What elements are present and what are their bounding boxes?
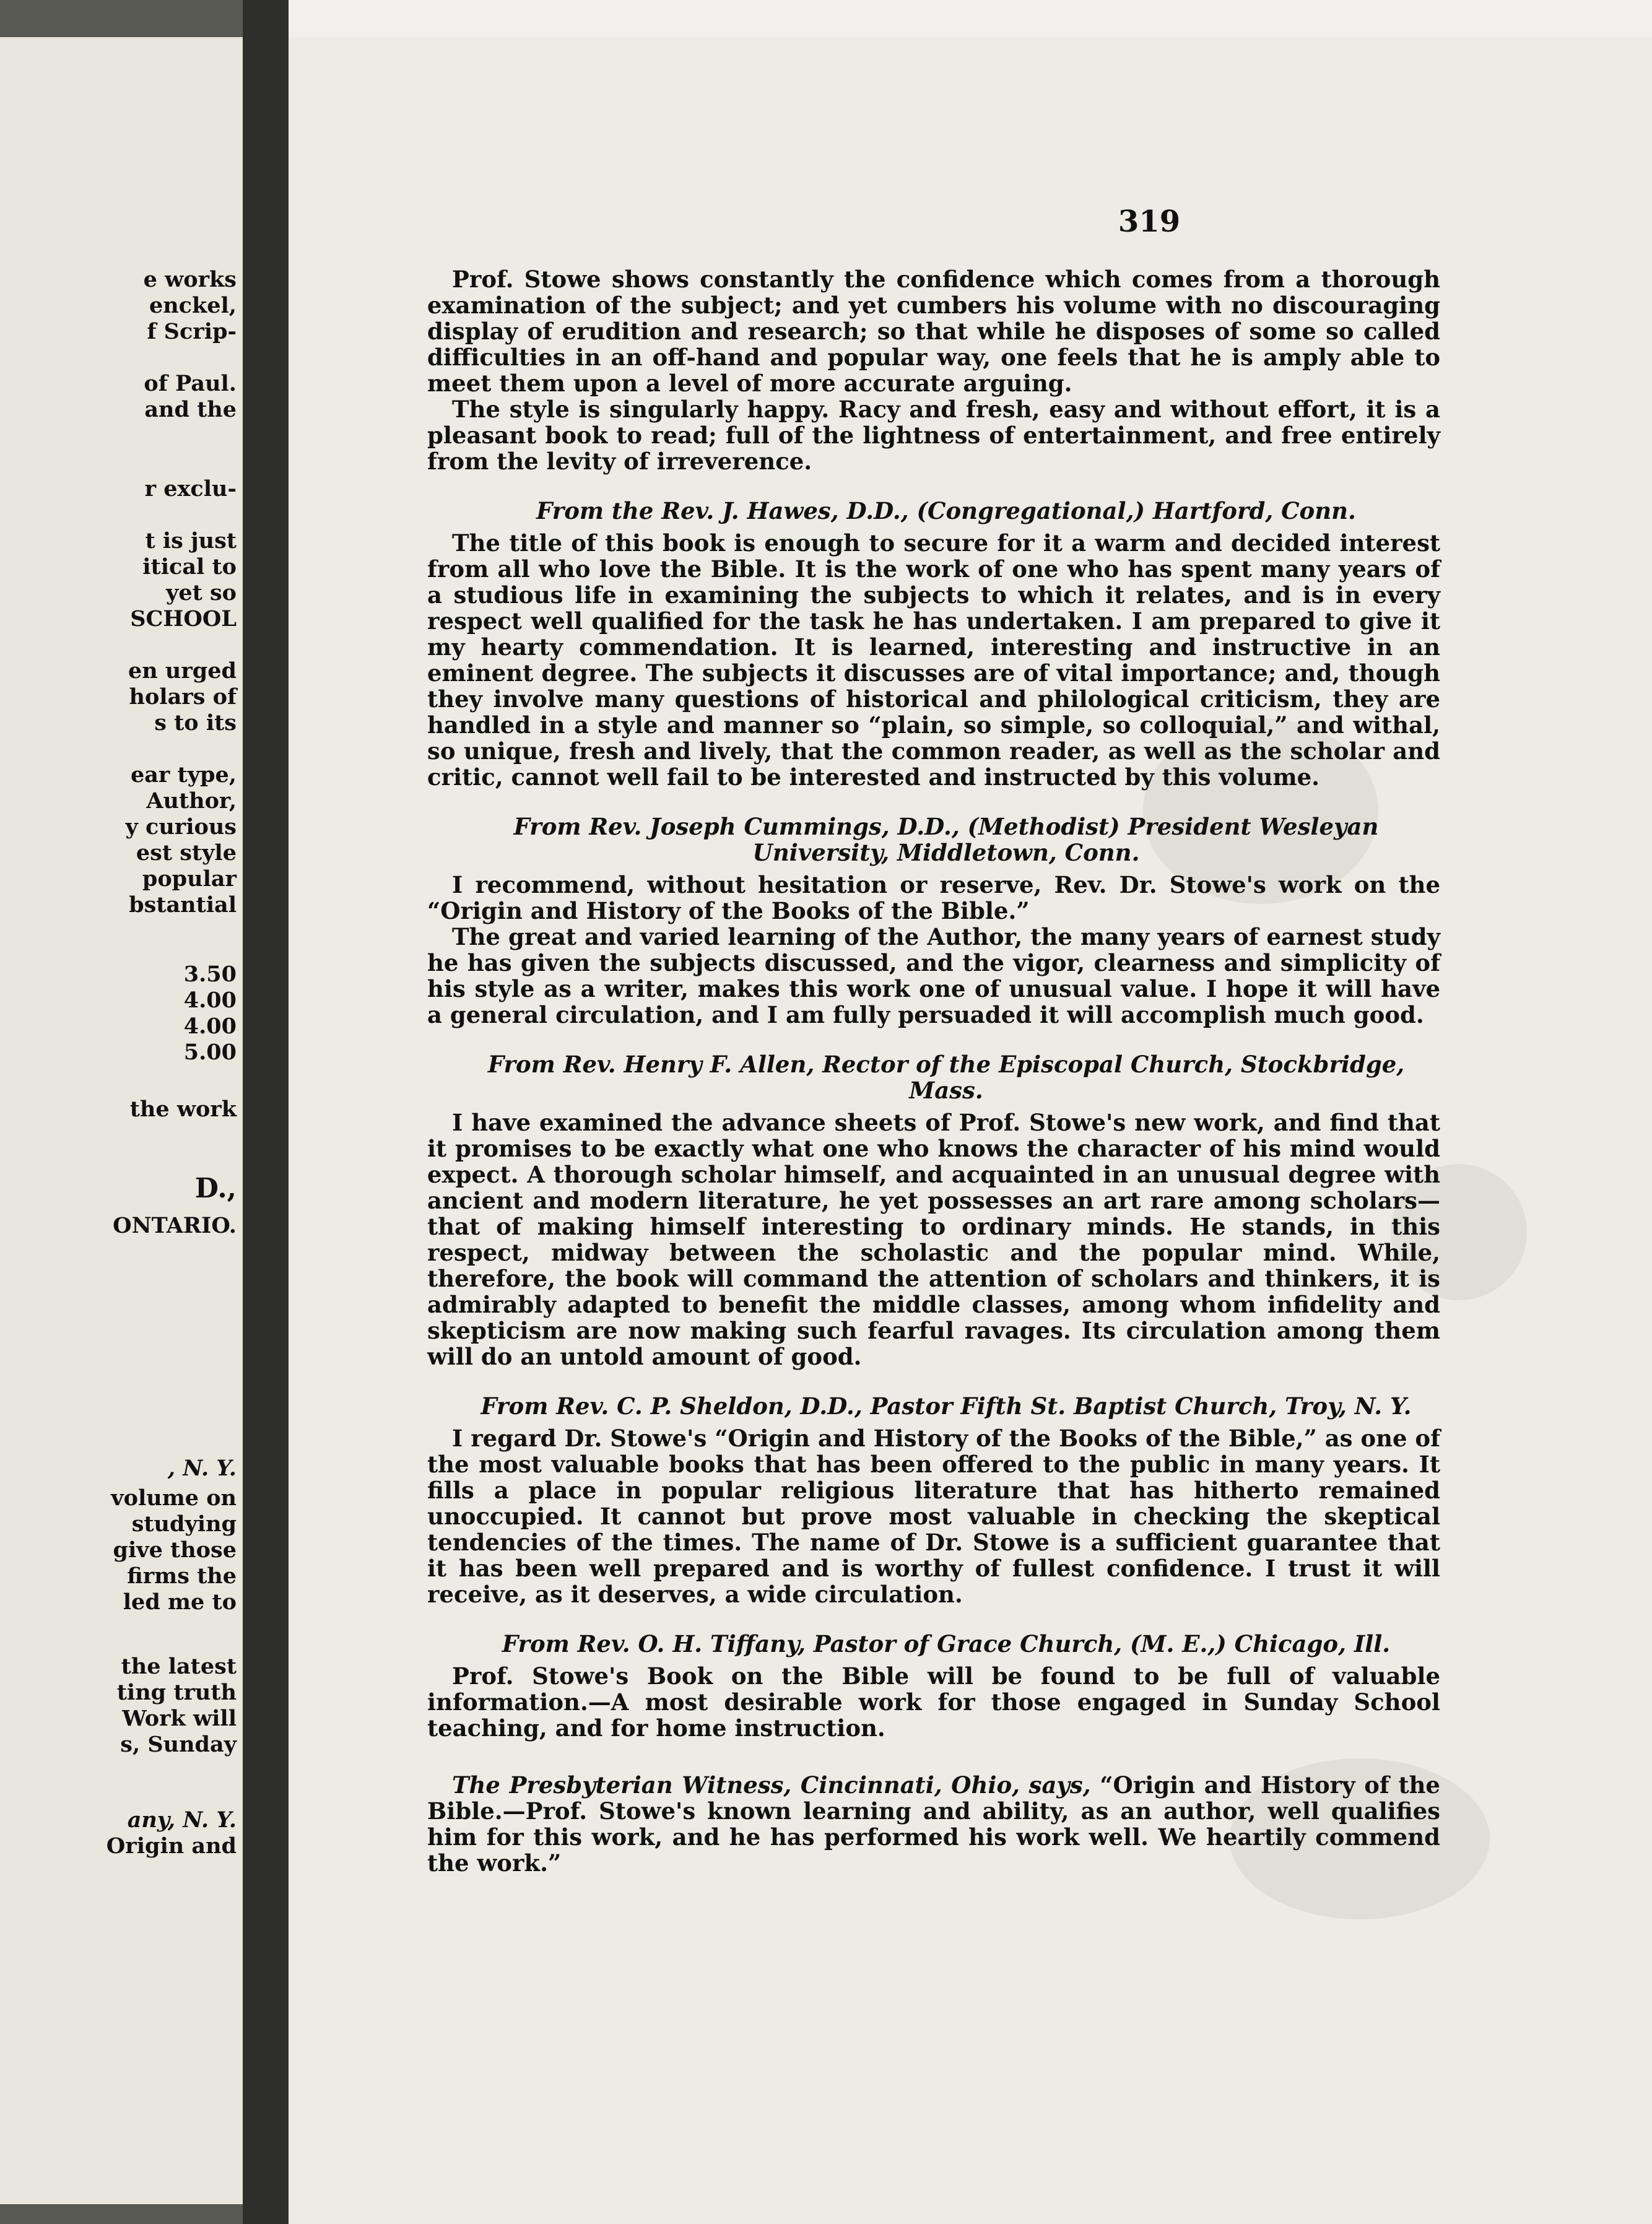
closing-testimonial (427, 1772, 1440, 1876)
left-page-line: Work will (122, 1706, 237, 1731)
left-page-line: e works (143, 267, 237, 292)
left-page-line: any, N. Y. (127, 1807, 237, 1833)
testimonial-heading: From Rev. C. P. Sheldon, D.D., Pastor Fifth St. Baptist Church, Troy, N. Y. (480, 1392, 1412, 1420)
left-facing-page (0, 37, 243, 2204)
closing-text: “Origin and History of the Bible.—Prof. Stowe's known learning and ability, as an author, well qualifies him for this work, and he has performed his work well. We heartily commend the work.” (427, 1771, 1440, 1877)
left-page-line: give those (113, 1537, 237, 1563)
left-page-line: s, Sunday (120, 1732, 237, 1757)
left-page-line: D., (194, 1173, 237, 1204)
left-page-line: en urged (128, 658, 237, 684)
right-page (289, 37, 1652, 2224)
page-number: 319 (1118, 204, 1181, 239)
testimonial-heading: From Rev. O. H. Tiffany, Pastor of Grace Church, (M. E.,) Chicago, Ill. (502, 1630, 1391, 1657)
left-page-line: popular (142, 866, 237, 892)
testimonial-heading: From Rev. Henry F. Allen, Rector of the Episcopal Church, Stockbridge, Mass. (487, 1051, 1405, 1104)
left-page-line: bstantial (129, 892, 237, 918)
left-page-line: led me to (123, 1589, 237, 1615)
left-page-line: Origin and (106, 1833, 237, 1859)
page-top-edge (289, 0, 1652, 37)
left-page-line: ear type, (130, 762, 237, 788)
left-page-line: enckel, (149, 293, 237, 318)
left-page-line: y curious (125, 814, 237, 840)
left-page-line: ting truth (116, 1680, 237, 1705)
page-body (427, 266, 1440, 1876)
testimonial-text: I recommend, without hesitation or reserve, Rev. Dr. Stowe's work on the “Origin and History of the Books of the Bible.” (427, 871, 1440, 924)
left-page-line: s to its (154, 710, 237, 736)
opening-paragraph: The style is singularly happy. Racy and fresh, easy and without effort, it is a pleasant book to read; full of the lightness of entertainment, and free entirely from the levity of irreverence. (427, 396, 1440, 475)
left-page-line: f Scrip- (147, 319, 237, 344)
left-page-line: holars of (129, 684, 237, 710)
left-page-line: Author, (146, 788, 237, 814)
left-page-line: of Paul. (144, 371, 237, 396)
testimonial-text: The title of this book is enough to secure for it a warm and decided interest from all who love the Bible. It is the work of one who has spent many years of a studious life in examining the subjects to which it relates, and is in every respect well qualified for the task he has undertaken. I am prepared to give it my hearty commendation. It is learned, interesting and instructive in an eminent degree. The subjects it discusses are of vital importance; and, though they involve many questions of historical and philological criticism, they are handled in a style and manner so “plain, so simple, so colloquial,” and withal, so unique, fresh and lively, that the common reader, as well as the scholar and critic, cannot well fail to be interested and instructed by this volume. (427, 529, 1440, 791)
testimonial-heading: From the Rev. J. Hawes, D.D., (Congregational,) Hartford, Conn. (536, 497, 1356, 524)
testimonial-text: I have examined the advance sheets of Prof. Stowe's new work, and find that it promises to be exactly what one who knows the character of his mind would expect. A thorough scholar himself, and acquainted in an unusual degree with ancient and modern literature, he yet possesses an art rare among scholars—that of making himself interesting to ordinary minds. He stands, in this respect, midway between the scholastic and the popular mind. While, therefore, the book will command the attention of scholars and thinkers, it is admirably adapted to benefit the middle classes, among whom infidelity and skepticism are now making such fearful ravages. Its circulation among them will do an untold amount of good. (427, 1109, 1440, 1370)
left-page-line: firms the (127, 1563, 237, 1589)
left-page-line: studying (131, 1511, 237, 1537)
testimonial-text: Prof. Stowe's Book on the Bible will be found to be full of valuable information.—A most desirable work for those engaged in Sunday School teaching, and for home instruction. (427, 1662, 1440, 1742)
left-page-line: yet so (165, 580, 237, 606)
testimonial-heading: From Rev. Joseph Cummings, D.D., (Methodist) President Wesleyan University, Middletown, Conn. (513, 813, 1379, 866)
left-page-line: t is just (145, 528, 237, 554)
left-page-line: est style (136, 840, 237, 866)
left-page-line: volume on (111, 1485, 237, 1511)
left-page-line: 5.00 (183, 1040, 237, 1065)
left-page-line: itical to (142, 554, 237, 580)
left-page-line: SCHOOL (130, 606, 237, 632)
left-page-line: 3.50 (183, 962, 237, 987)
testimonial-text: The great and varied learning of the Author, the many years of earnest study he has given the subjects discussed, and the vigor, clearness and simplicity of his style as a writer, makes this work one of unusual value. I hope it will have a general circulation, and I am fully persuaded it will accomplish much good. (427, 923, 1440, 1028)
book-spine-gutter (243, 0, 289, 2224)
left-page-line: the latest (121, 1654, 237, 1679)
left-page-line: 4.00 (183, 1014, 237, 1039)
testimonial-text: I regard Dr. Stowe's “Origin and History of the Books of the Bible,” as one of the most valuable books that has been offered to the public in many years. It fills a place in popular religious literature that has hitherto remained unoccupied. It cannot but prove most valuable in checking the skeptical tendencies of the times. The name of Dr. Stowe is a sufficient guarantee that it has been well prepared and is worthy of fullest confidence. I trust it will receive, as it deserves, a wide circulation. (427, 1425, 1440, 1608)
left-page-line: ONTARIO. (113, 1213, 237, 1238)
left-page-line: r exclu- (144, 476, 237, 502)
opening-paragraph: Prof. Stowe shows constantly the confidence which comes from a thorough examination of the subject; and yet cumbers his volume with no discouraging display of erudition and research; so that while he disposes of some so called difficulties in an off-hand and popular way, one feels that he is amply able to meet them upon a level of more accurate arguing. (427, 266, 1440, 397)
left-page-line: and the (144, 397, 237, 422)
left-page-line: 4.00 (183, 988, 237, 1013)
closing-source: The Presbyterian Witness, Cincinnati, Ohio, says, (452, 1771, 1091, 1799)
left-page-line: the work (129, 1097, 237, 1122)
left-page-line: , N. Y. (167, 1456, 237, 1481)
